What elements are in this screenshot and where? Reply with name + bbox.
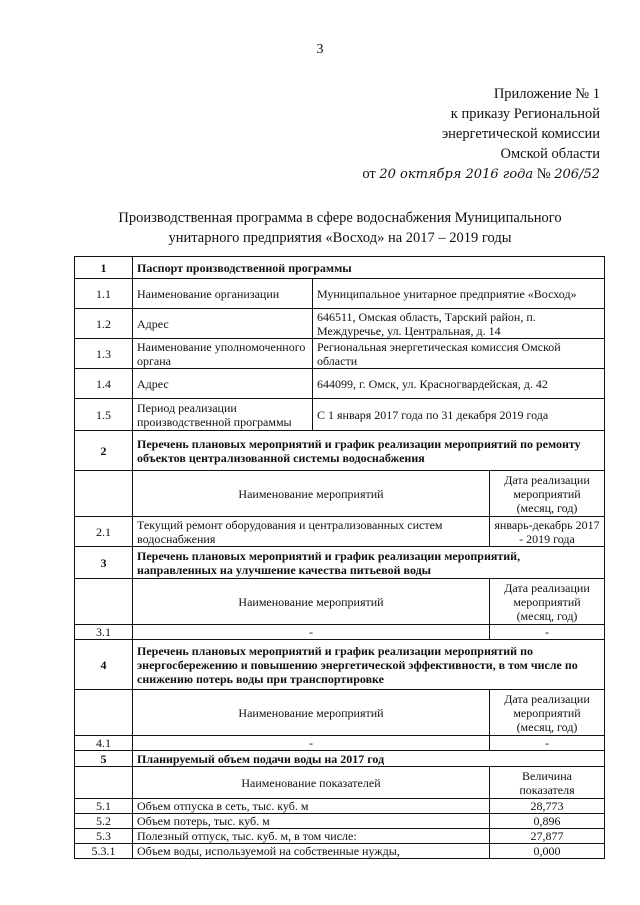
row-label: Адрес (133, 369, 313, 399)
table-row (75, 625, 605, 640)
row-value: Региональная энергетическая комиссия Омской области (313, 339, 605, 369)
column-header: Величина показателя (490, 767, 605, 799)
section-title: Перечень плановых мероприятий и график реализации мероприятий по ремонту объектов централизованной системы водоснабжения (133, 431, 605, 471)
row-number: 5.3.1 (75, 844, 133, 859)
date-prefix: от (362, 166, 376, 182)
row-name: Полезный отпуск, тыс. куб. м, в том числе: (133, 829, 490, 844)
header-row (75, 471, 605, 517)
table-row (75, 369, 605, 399)
section-number: 5 (75, 751, 133, 767)
header-row (75, 579, 605, 625)
section-title: Перечень плановых мероприятий и график реализации мероприятий по энергосбережению и повышению энергетической эффективности, в том числе по снижению потерь воды при транспортировке (133, 640, 605, 690)
section-number: 2 (75, 431, 133, 471)
section-title: Планируемый объем подачи воды на 2017 год (133, 751, 605, 767)
row-number: 1.5 (75, 399, 133, 431)
column-header: Дата реализации мероприятий (месяц, год) (490, 471, 605, 517)
section-row (75, 431, 605, 471)
row-value: 27,877 (490, 829, 605, 844)
section-title: Паспорт производственной программы (133, 257, 605, 279)
appendix-line-3: энергетической комиссии (441, 126, 600, 142)
row-number: 5.3 (75, 829, 133, 844)
document-title (80, 208, 600, 248)
page-number: 3 (316, 42, 324, 57)
table-row (75, 517, 605, 547)
section-row (75, 547, 605, 579)
row-number: 5.2 (75, 814, 133, 829)
row-value: 646511, Омская область, Тарский район, п. Междуречье, ул. Центральная, д. 14 (313, 309, 605, 339)
column-header: Наименование мероприятий (133, 471, 490, 517)
row-name: - (133, 736, 490, 751)
table-row (75, 844, 605, 859)
row-name: Объем отпуска в сеть, тыс. куб. м (133, 799, 490, 814)
appendix-line-2: к приказу Региональной (450, 106, 600, 122)
handwritten-date: 20 октября 2016 года (379, 167, 534, 182)
row-name: Объем воды, используемой на собственные нужды, (133, 844, 490, 859)
table-row (75, 829, 605, 844)
row-number: 1.4 (75, 369, 133, 399)
column-header: Наименование показателей (133, 767, 490, 799)
row-value: С 1 января 2017 года по 31 декабря 2019 года (313, 399, 605, 431)
table-row (75, 799, 605, 814)
appendix-header (362, 84, 600, 185)
row-date: январь-декабрь 2017 - 2019 года (490, 517, 605, 547)
section-number: 3 (75, 547, 133, 579)
header-row (75, 690, 605, 736)
row-value: 644099, г. Омск, ул. Красногвардейская, д. 42 (313, 369, 605, 399)
section-row (75, 257, 605, 279)
row-label: Период реализации производственной программы (133, 399, 313, 431)
row-number: 3.1 (75, 625, 133, 640)
row-number: 4.1 (75, 736, 133, 751)
row-value: 0,896 (490, 814, 605, 829)
row-number: 1.1 (75, 279, 133, 309)
row-number: 1.3 (75, 339, 133, 369)
table-row (75, 339, 605, 369)
column-header: Дата реализации мероприятий (месяц, год) (490, 690, 605, 736)
number-sign: № (536, 166, 551, 182)
table-row (75, 309, 605, 339)
table-row (75, 399, 605, 431)
row-value: Муниципальное унитарное предприятие «Восход» (313, 279, 605, 309)
section-number: 4 (75, 640, 133, 690)
row-label: Наименование уполномоченного органа (133, 339, 313, 369)
row-number: 1.2 (75, 309, 133, 339)
section-number: 1 (75, 257, 133, 279)
header-row (75, 767, 605, 799)
section-row (75, 640, 605, 690)
row-label: Наименование организации (133, 279, 313, 309)
row-date: - (490, 736, 605, 751)
row-name: - (133, 625, 490, 640)
row-name: Текущий ремонт оборудования и централизованных систем водоснабжения (133, 517, 490, 547)
row-name: Объем потерь, тыс. куб. м (133, 814, 490, 829)
section-row (75, 751, 605, 767)
row-number: 2.1 (75, 517, 133, 547)
table-row (75, 736, 605, 751)
column-header: Дата реализации мероприятий (месяц, год) (490, 579, 605, 625)
appendix-line-4: Омской области (500, 146, 600, 162)
title-line-2: унитарного предприятия «Восход» на 2017 – 2019 годы (168, 230, 512, 246)
column-header: Наименование мероприятий (133, 579, 490, 625)
table-row (75, 814, 605, 829)
handwritten-number: 206/52 (554, 167, 600, 182)
program-table (74, 256, 605, 859)
row-value: 0,000 (490, 844, 605, 859)
column-header: Наименование мероприятий (133, 690, 490, 736)
row-number: 5.1 (75, 799, 133, 814)
appendix-line-1: Приложение № 1 (493, 86, 600, 102)
appendix-date-line (362, 164, 600, 185)
section-title: Перечень плановых мероприятий и график реализации мероприятий, направленных на улучшение качества питьевой воды (133, 547, 605, 579)
row-date: - (490, 625, 605, 640)
table-row (75, 279, 605, 309)
row-label: Адрес (133, 309, 313, 339)
title-line-1: Производственная программа в сфере водоснабжения Муниципального (118, 210, 562, 226)
row-value: 28,773 (490, 799, 605, 814)
